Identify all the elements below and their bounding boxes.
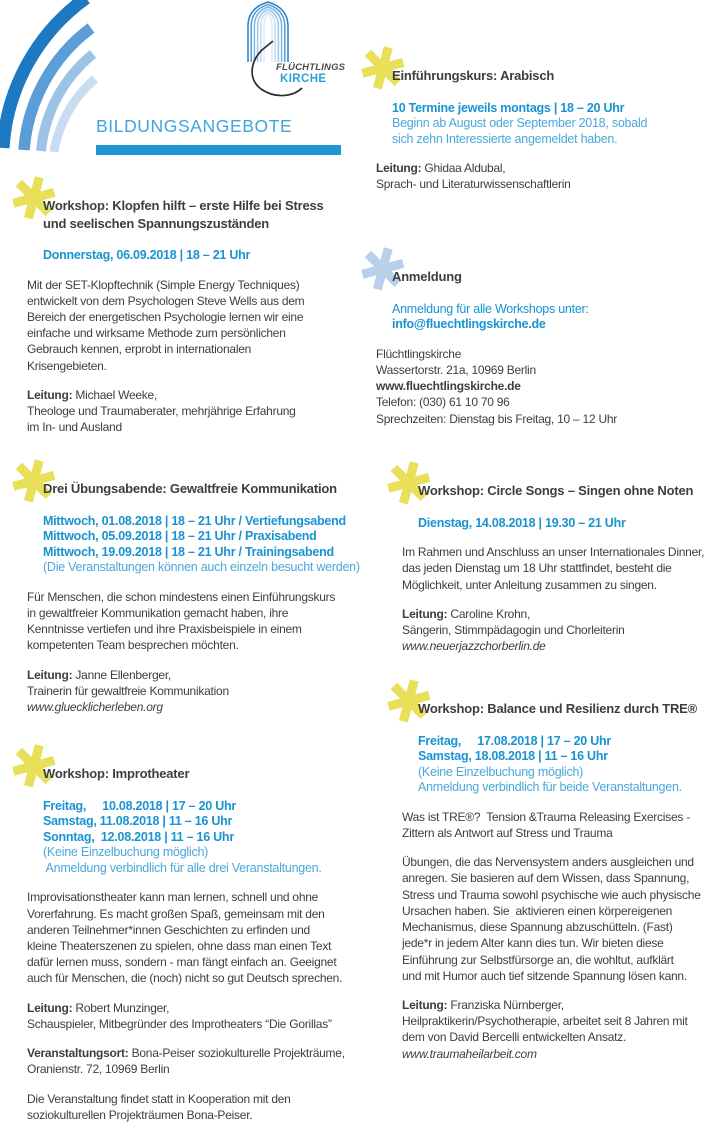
section-content xyxy=(402,734,701,1062)
text-span: Sängerin, Stimmpädagogin und Chorleiterin xyxy=(402,622,625,637)
link-url[interactable]: info@fluechtlingskirche.de xyxy=(392,317,546,332)
text-block-blue xyxy=(376,101,647,117)
text-span: (Keine Einzelbuchung möglich) xyxy=(418,764,584,779)
text-span: kompetenten Team besprechen möchten. xyxy=(27,638,239,653)
text-line xyxy=(27,699,360,715)
title-line: Workshop: Klopfen hilft – erste Hilfe bei Stress xyxy=(43,198,324,213)
heading-underline-bar xyxy=(96,145,341,155)
section-content xyxy=(27,799,345,1123)
text-span: auch für Menschen, die (noch) nicht so gut Deutsch sprechen. xyxy=(27,971,343,986)
text-line xyxy=(27,403,324,419)
text-block-blue-light xyxy=(376,116,647,147)
text-span: Mechanismus, diese Spannung abzuschütteln. (Fast) xyxy=(402,920,673,935)
section-klopfen xyxy=(27,197,324,448)
text-line xyxy=(27,938,345,954)
text-span: Übungen, die das Nervensystem anders ausgleichen und xyxy=(402,855,694,870)
text-span: (Die Veranstaltungen können auch einzeln besucht werden) xyxy=(43,560,360,575)
text-block-body xyxy=(27,889,345,986)
text-line xyxy=(43,814,345,830)
text-span: Veranstaltungsort: xyxy=(27,1046,129,1061)
title-line: Anmeldung xyxy=(392,269,462,284)
text-span: Leitung: xyxy=(27,1000,73,1015)
text-line xyxy=(43,861,345,877)
blue-arcs-decoration xyxy=(0,0,100,152)
text-span: Kenntnisse vertiefen und ihre Praxisbeispiele in einem xyxy=(27,622,302,637)
text-span: soziokulturellen Projekträumen Bona-Peiser. xyxy=(27,1107,253,1122)
section-title xyxy=(402,700,701,718)
text-line xyxy=(418,780,701,796)
text-block-body xyxy=(402,997,701,1062)
text-span: Samstag, 11.08.2018 | 11 – 16 Uhr xyxy=(43,814,233,829)
text-line xyxy=(27,922,345,938)
text-line xyxy=(402,1029,701,1045)
text-span: Ursachen haben. Sie aktivieren einen körpereigenen xyxy=(402,903,673,918)
text-line xyxy=(27,419,324,435)
text-span: Caroline Krohn, xyxy=(447,606,531,621)
text-block-blue xyxy=(27,248,324,264)
text-span: Telefon: (030) 61 10 70 96 xyxy=(376,395,510,410)
title-line: Workshop: Improtheater xyxy=(43,766,190,781)
text-line xyxy=(27,889,345,905)
text-line xyxy=(43,830,345,846)
text-span: Schauspieler, Mitbegründer des Improtheaters “Die Gorillas” xyxy=(27,1016,332,1031)
text-span: Gebrauch kennen, erprobt in internationalen xyxy=(27,342,252,357)
text-block-body xyxy=(402,544,704,593)
text-line xyxy=(27,387,324,403)
text-span: sich zehn Interessierte angemeldet haben. xyxy=(392,131,618,146)
text-line xyxy=(402,809,701,825)
section-arabisch xyxy=(376,67,647,206)
text-block-body xyxy=(402,606,704,655)
link-url[interactable]: www.gluecklicherleben.org xyxy=(27,700,163,715)
page-title: BILDUNGSANGEBOTE xyxy=(96,116,293,136)
text-line xyxy=(27,1061,345,1077)
text-line xyxy=(27,589,360,605)
text-span: Dienstag, 14.08.2018 | 19.30 – 21 Uhr xyxy=(418,515,626,530)
text-line xyxy=(392,116,647,132)
text-line xyxy=(27,637,360,653)
text-block-body xyxy=(402,854,701,984)
text-block-blue xyxy=(376,302,617,333)
text-span: Was ist TRE®? Tension &Trauma Releasing Exercises - xyxy=(402,809,690,824)
text-block-body xyxy=(376,160,647,192)
text-line xyxy=(27,1016,345,1032)
text-span: Heilpraktikerin/Psychotherapie, arbeitet seit 8 Jahren mit xyxy=(402,1014,688,1029)
title-line: Einführungskurs: Arabisch xyxy=(392,68,555,83)
text-line xyxy=(27,1045,345,1061)
text-line xyxy=(376,378,617,394)
text-line xyxy=(27,293,324,309)
text-span: Krisengebieten. xyxy=(27,358,107,373)
text-line xyxy=(43,545,360,561)
text-line xyxy=(418,749,701,765)
text-span: einfache und wirksame Methode zum persönlichen xyxy=(27,326,286,341)
text-span: dafür lernen muss, sondern - man fängt einfach an. Geeignet xyxy=(27,955,337,970)
text-line xyxy=(418,516,704,532)
text-span: Stress und Trauma sowohl psychische wie auch physische xyxy=(402,887,701,902)
text-span: Anmeldung verbindlich für alle drei Veranstaltungen. xyxy=(43,860,322,875)
text-span: anderen Teilnehmer*innen Geschichten zu erfinden und xyxy=(27,922,310,937)
text-span: Leitung: xyxy=(402,606,448,621)
text-span: Die Veranstaltung findet statt in Kooperation mit den xyxy=(27,1091,291,1106)
text-line xyxy=(402,903,701,919)
section-tre xyxy=(402,700,701,1075)
text-block-blue xyxy=(402,516,704,532)
text-span: Leitung: xyxy=(27,387,73,402)
text-line xyxy=(376,160,647,176)
text-span: Donnerstag, 06.09.2018 | 18 – 21 Uhr xyxy=(43,248,251,262)
text-span: in gewaltfreier Kommunikation gemacht haben, ihre xyxy=(27,606,289,621)
text-line xyxy=(376,362,617,378)
text-span: Theologe und Traumaberater, mehrjährige Erfahrung xyxy=(27,404,296,419)
section-anmeldung xyxy=(376,268,617,440)
text-line xyxy=(402,1013,701,1029)
text-span: Mittwoch, 01.08.2018 | 18 – 21 Uhr / Vertiefungsabend xyxy=(43,513,346,528)
text-span: Samstag, 18.08.2018 | 11 – 16 Uhr xyxy=(418,749,608,764)
text-block-body xyxy=(402,809,701,841)
text-line xyxy=(27,621,360,637)
text-line xyxy=(27,309,324,325)
text-span: und mit Humor auch tief sitzende Spannung lösen kann. xyxy=(402,968,687,983)
section-circle-songs xyxy=(402,482,704,667)
text-line xyxy=(43,560,360,576)
text-block-blue xyxy=(402,734,701,765)
text-span: Mittwoch, 19.09.2018 | 18 – 21 Uhr / Trainingsabend xyxy=(43,544,334,559)
text-span: Freitag, 10.08.2018 | 17 – 20 Uhr xyxy=(43,798,236,813)
text-line xyxy=(27,605,360,621)
text-line xyxy=(402,854,701,870)
text-block-blue xyxy=(27,514,360,561)
text-span: Anmeldung verbindlich für beide Veranstaltungen. xyxy=(418,780,682,795)
text-span: Beginn ab August oder September 2018, sobald xyxy=(392,116,648,131)
text-block-body xyxy=(27,387,324,436)
text-line xyxy=(27,358,324,374)
title-line: Workshop: Balance und Resilienz durch TRE® xyxy=(418,701,698,716)
text-span: Für Menschen, die schon mindestens einen Einführungskurs xyxy=(27,589,336,604)
text-line xyxy=(418,765,701,781)
text-span: Franziska Nürnberger, xyxy=(447,997,564,1012)
text-span: dem von David Bercelli entwickelten Ansatz. xyxy=(402,1030,627,1045)
section-improtheater xyxy=(27,765,345,1136)
text-line xyxy=(376,346,617,362)
text-line xyxy=(27,1107,345,1123)
text-block-blue-light xyxy=(402,765,701,796)
text-block-blue xyxy=(27,799,345,846)
text-line xyxy=(402,825,701,841)
text-block-body xyxy=(27,277,324,374)
text-span: Oranienstr. 72, 10969 Berlin xyxy=(27,1062,170,1077)
text-span: (Keine Einzelbuchung möglich) xyxy=(43,845,209,860)
text-span: Vorerfahrung. Es macht großen Spaß, gemeinsam mit den xyxy=(27,906,325,921)
section-title xyxy=(27,765,345,783)
title-line: und seelischen Spannungszuständen xyxy=(43,215,269,231)
section-content xyxy=(376,101,647,193)
text-line xyxy=(402,1046,701,1062)
text-span: Mit der SET-Klopftechnik (Simple Energy Techniques) xyxy=(27,277,300,292)
link-url[interactable]: www.neuerjazzchorberlin.de xyxy=(402,639,546,654)
text-line xyxy=(402,560,704,576)
text-line xyxy=(27,325,324,341)
church-logo xyxy=(236,0,366,102)
text-span: entwickelt von dem Psychologen Steve Wells aus dem xyxy=(27,293,305,308)
text-span: Michael Weeke, xyxy=(72,387,158,402)
text-span: jede*r in jedem Alter kann dies tun. Wir bieten diese xyxy=(402,936,664,951)
section-title xyxy=(27,480,360,498)
title-line: Workshop: Circle Songs – Singen ohne Noten xyxy=(418,483,694,498)
church-arch-icon xyxy=(236,0,366,102)
text-span: Bona-Peiser soziokulturelle Projekträume, xyxy=(128,1046,345,1061)
text-span: Möglichkeit, unter Anleitung zusammen zu singen. xyxy=(402,577,657,592)
text-span: das jeden Dienstag um 18 Uhr stattfindet, besteht die xyxy=(402,561,672,576)
text-line xyxy=(43,248,324,264)
text-line xyxy=(27,667,360,683)
section-content xyxy=(376,302,617,427)
text-span: Flüchtlingskirche xyxy=(376,346,462,361)
text-block-body xyxy=(27,1000,345,1032)
text-line xyxy=(418,734,701,750)
text-line xyxy=(392,317,617,333)
text-span: Einführung zur Selbstfürsorge an, die wohltut, aufklärt xyxy=(402,952,674,967)
section-title xyxy=(376,67,647,85)
text-line xyxy=(27,954,345,970)
section-content xyxy=(27,514,360,716)
text-span: Mittwoch, 05.09.2018 | 18 – 21 Uhr / Praxisabend xyxy=(43,529,317,544)
text-span: Sprach- und Literaturwissenschaftlerin xyxy=(376,177,571,192)
link-url[interactable]: www.fluechtlingskirche.de xyxy=(376,379,521,394)
text-line xyxy=(402,968,701,984)
text-block-blue-light xyxy=(27,845,345,876)
text-line xyxy=(27,683,360,699)
text-line xyxy=(402,887,701,903)
text-span: Zittern als Antwort auf Stress und Trauma xyxy=(402,826,613,841)
text-span: Wassertorstr. 21a, 10969 Berlin xyxy=(376,362,536,377)
text-line xyxy=(27,970,345,986)
section-title xyxy=(402,482,704,500)
text-block-body xyxy=(27,589,360,654)
text-span: Leitung: xyxy=(402,997,448,1012)
text-block-body xyxy=(27,667,360,716)
text-line xyxy=(376,411,617,427)
text-line xyxy=(43,514,360,530)
text-span: Improvisationstheater kann man lernen, schnell und ohne xyxy=(27,890,319,905)
text-line xyxy=(27,1000,345,1016)
text-span: im In- und Ausland xyxy=(27,420,122,435)
text-line xyxy=(402,870,701,886)
text-line xyxy=(392,101,647,117)
text-line xyxy=(27,1091,345,1107)
text-line xyxy=(402,544,704,560)
section-content xyxy=(402,516,704,655)
text-line xyxy=(376,394,617,410)
text-line xyxy=(392,302,617,318)
section-gewaltfreie-kommunikation xyxy=(27,480,360,728)
section-title xyxy=(27,197,324,232)
section-title xyxy=(376,268,617,286)
text-block-body xyxy=(376,346,617,427)
text-line xyxy=(402,935,701,951)
text-span: Leitung: xyxy=(376,161,422,176)
text-line xyxy=(392,132,647,148)
text-span: Robert Munzinger, xyxy=(72,1000,170,1015)
text-span: Freitag, 17.08.2018 | 17 – 20 Uhr xyxy=(418,733,611,748)
text-span: Im Rahmen und Anschluss an unser Internationales Dinner, xyxy=(402,545,705,560)
text-block-body xyxy=(27,1045,345,1077)
text-span: Leitung: xyxy=(27,667,73,682)
link-url[interactable]: www.traumaheilarbeit.com xyxy=(402,1046,537,1061)
text-span: 10 Termine jeweils montags | 18 – 20 Uhr xyxy=(392,100,625,115)
section-content xyxy=(27,248,324,435)
text-line xyxy=(43,529,360,545)
text-line xyxy=(402,622,704,638)
text-block-blue-light xyxy=(27,560,360,576)
text-span: Trainerin für gewaltfreie Kommunikation xyxy=(27,683,229,698)
text-span: Anmeldung für alle Workshops unter: xyxy=(392,301,589,316)
text-block-body xyxy=(27,1091,345,1123)
text-line xyxy=(402,952,701,968)
text-span: kleine Theaterszenen zu spielen, ohne dass man einen Text xyxy=(27,939,332,954)
logo-text-fluechtlings: FLÜCHTLINGS xyxy=(276,62,346,73)
text-line xyxy=(402,919,701,935)
text-line xyxy=(402,577,704,593)
text-line xyxy=(27,341,324,357)
text-line xyxy=(402,638,704,654)
text-line xyxy=(402,997,701,1013)
text-line xyxy=(43,845,345,861)
text-line xyxy=(27,906,345,922)
text-span: Ghidaa Aldubal, xyxy=(421,161,506,176)
text-span: anregen. Sie basieren auf dem Wissen, dass Spannung, xyxy=(402,871,690,886)
text-line xyxy=(376,176,647,192)
title-line: Drei Übungsabende: Gewaltfreie Kommunikation xyxy=(43,481,337,496)
text-line xyxy=(27,277,324,293)
text-span: Sonntag, 12.08.2018 | 11 – 16 Uhr xyxy=(43,829,234,844)
text-span: Bereich der energetischen Psychologie lernen wir eine xyxy=(27,310,304,324)
text-span: Sprechzeiten: Dienstag bis Freitag, 10 – 12 Uhr xyxy=(376,411,618,426)
text-span: Janne Ellenberger, xyxy=(72,667,171,682)
text-line xyxy=(43,799,345,815)
text-line xyxy=(402,606,704,622)
logo-text-kirche: KIRCHE xyxy=(280,73,327,85)
